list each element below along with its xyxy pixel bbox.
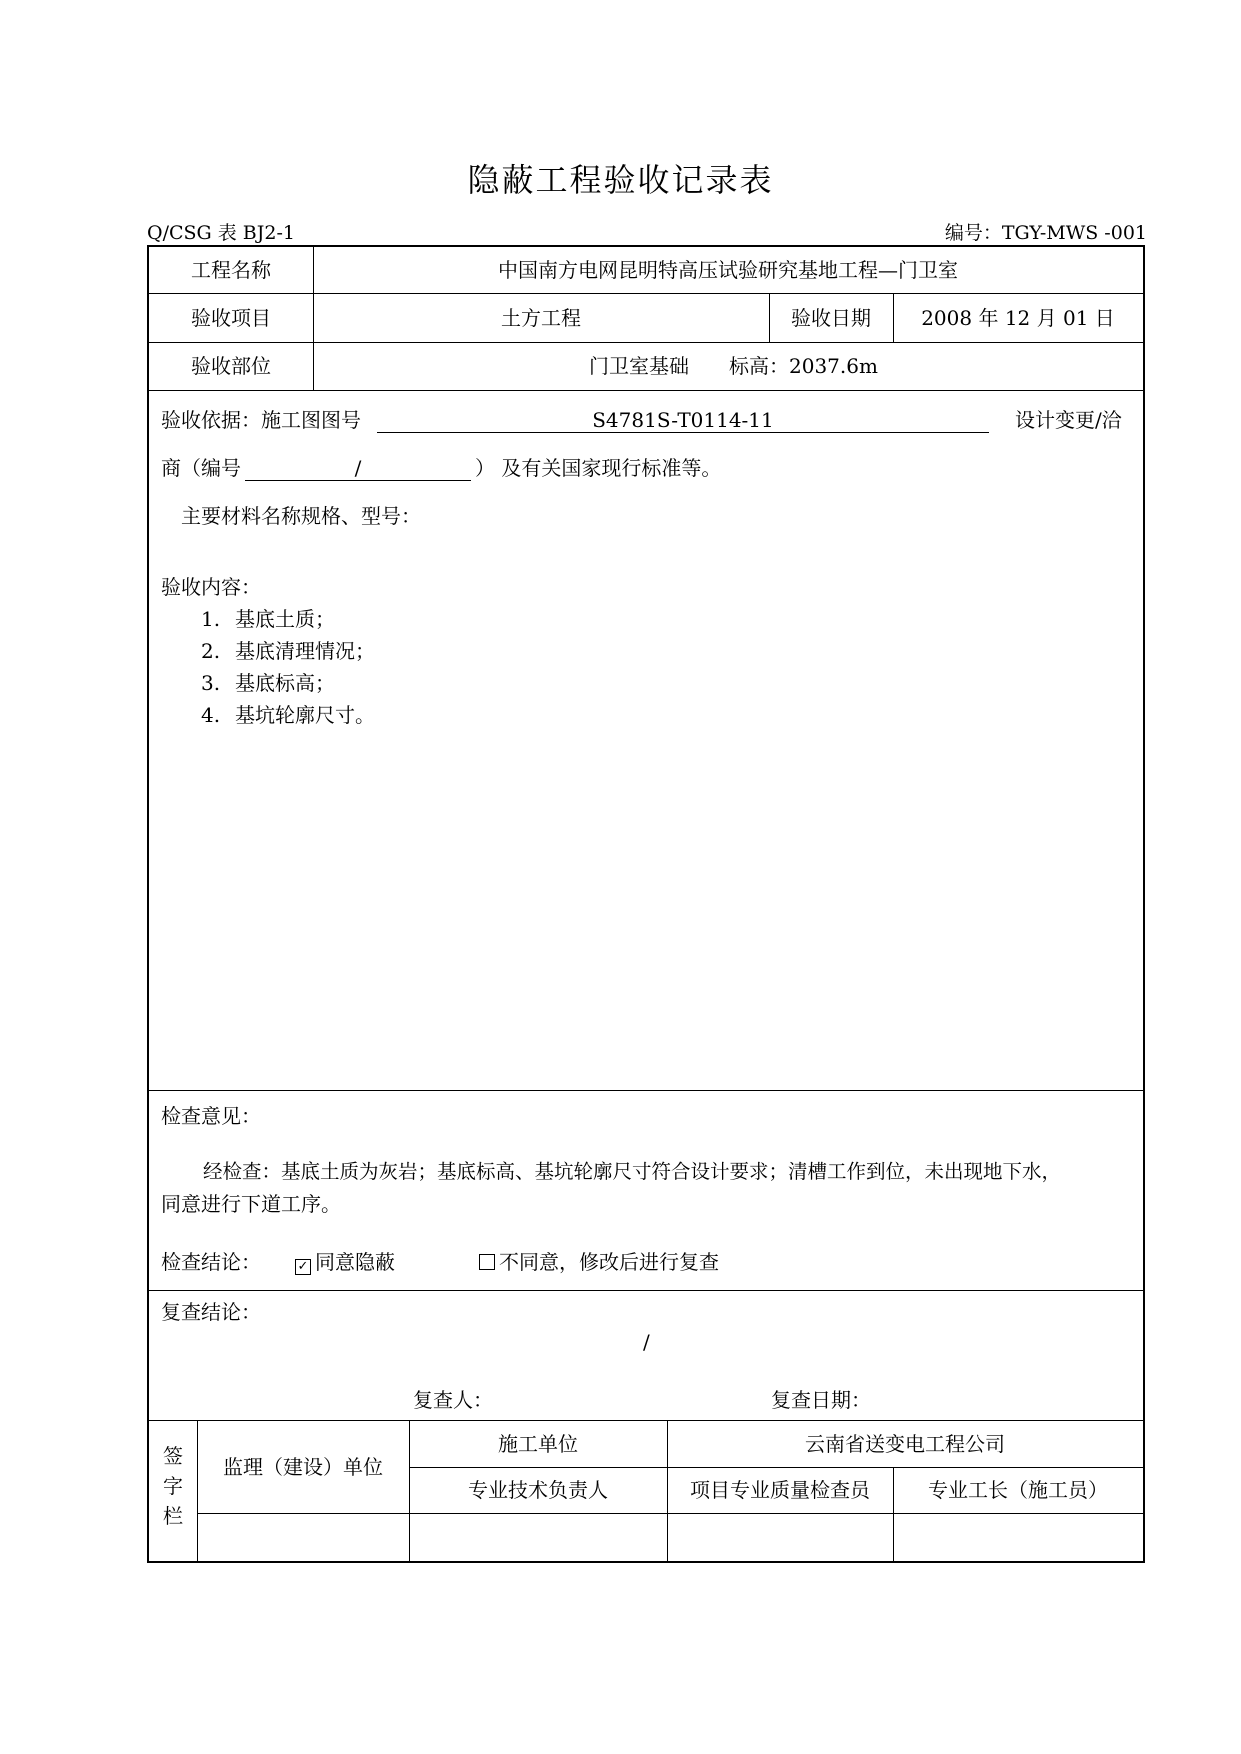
record-table xyxy=(147,245,1145,1563)
drawing-number-underline xyxy=(377,432,989,433)
materials-label: 主要材料名称规格、型号： xyxy=(181,504,421,528)
acceptance-item-label: 验收项目 xyxy=(191,306,271,330)
row-divider xyxy=(149,390,1143,391)
document-title: 隐蔽工程验收记录表 xyxy=(467,161,774,199)
disagree-option-label: 不同意，修改后进行复查 xyxy=(499,1250,719,1274)
acceptance-part: 门卫室基础 xyxy=(589,354,689,378)
tech-lead-signature-field[interactable] xyxy=(410,1514,667,1560)
row-divider xyxy=(409,1467,1143,1468)
supervisor-signature-field[interactable] xyxy=(197,1514,409,1560)
agree-option-label: 同意隐蔽 xyxy=(315,1250,395,1274)
row-divider xyxy=(149,1090,1143,1091)
agree-option[interactable] xyxy=(295,1250,395,1275)
inspection-opinion-line: 经检查：基底土质为灰岩；基底标高、基坑轮廓尺寸符合设计要求；清槽工作到位，未出现地下水， xyxy=(203,1160,1062,1183)
signature-column-char: 签 xyxy=(163,1444,183,1468)
quality-inspector-signature-field[interactable] xyxy=(668,1514,893,1560)
negotiation-underline xyxy=(245,480,471,481)
acceptance-part-label: 验收部位 xyxy=(191,354,271,378)
inspection-opinion-line: 同意进行下道工序。 xyxy=(161,1192,341,1216)
foreman-signature-field[interactable] xyxy=(894,1514,1143,1560)
reviewer-label: 复查人： xyxy=(413,1388,493,1412)
basis-label: 验收依据：施工图图号 xyxy=(161,408,361,432)
inspection-opinion-label: 检查意见： xyxy=(161,1104,261,1128)
design-change-label: 设计变更/洽 xyxy=(1015,408,1122,432)
row-divider xyxy=(149,342,1143,343)
row-divider xyxy=(149,293,1143,294)
acceptance-date: 2008 年 12 月 01 日 xyxy=(921,306,1115,330)
content-item: 基坑轮廓尺寸。 xyxy=(235,703,375,727)
disagree-option[interactable] xyxy=(479,1250,719,1274)
disagree-checkbox[interactable] xyxy=(479,1254,495,1270)
content-item: 基底标高； xyxy=(235,671,335,695)
agree-checkbox[interactable]: ✓ xyxy=(295,1259,311,1275)
signature-column-char: 栏 xyxy=(163,1504,183,1528)
document-serial: 编号：TGY-MWS -001 xyxy=(944,222,1147,244)
negotiation-prefix: 商（编号 xyxy=(161,456,241,480)
review-conclusion-value: / xyxy=(643,1330,650,1354)
signature-column-char: 字 xyxy=(163,1474,183,1498)
negotiation-suffix: ） 及有关国家现行标准等。 xyxy=(475,456,722,480)
negotiation-number: / xyxy=(354,456,362,480)
content-item: 基底土质； xyxy=(235,607,335,631)
row-divider xyxy=(149,1290,1143,1291)
content-item-number: 3. xyxy=(201,671,221,695)
tech-lead-label: 专业技术负责人 xyxy=(468,1478,608,1502)
contractor-name: 云南省送变电工程公司 xyxy=(805,1432,1005,1456)
content-item-number: 2. xyxy=(201,639,221,663)
project-name: 中国南方电网昆明特高压试验研究基地工程—门卫室 xyxy=(498,258,958,282)
supervisor-unit-label: 监理（建设）单位 xyxy=(223,1455,383,1479)
drawing-number: S4781S-T0114-11 xyxy=(592,408,774,432)
elevation: 标高：2037.6m xyxy=(729,354,878,378)
review-conclusion-label: 复查结论： xyxy=(161,1300,261,1324)
acceptance-item: 土方工程 xyxy=(501,306,581,330)
project-name-label: 工程名称 xyxy=(191,258,271,282)
form-number: Q/CSG 表 BJ2-1 xyxy=(147,222,295,244)
inspection-conclusion-label: 检查结论： xyxy=(161,1250,261,1274)
contractor-label: 施工单位 xyxy=(498,1432,578,1456)
content-item: 基底清理情况； xyxy=(235,639,375,663)
content-item-number: 4. xyxy=(201,703,221,727)
content-label: 验收内容： xyxy=(161,575,261,599)
quality-inspector-label: 项目专业质量检查员 xyxy=(690,1478,870,1502)
foreman-label: 专业工长（施工员） xyxy=(928,1478,1108,1502)
acceptance-date-label: 验收日期 xyxy=(791,306,871,330)
review-date-label: 复查日期： xyxy=(771,1388,871,1412)
row-divider xyxy=(149,1420,1143,1421)
content-item-number: 1. xyxy=(201,607,221,631)
